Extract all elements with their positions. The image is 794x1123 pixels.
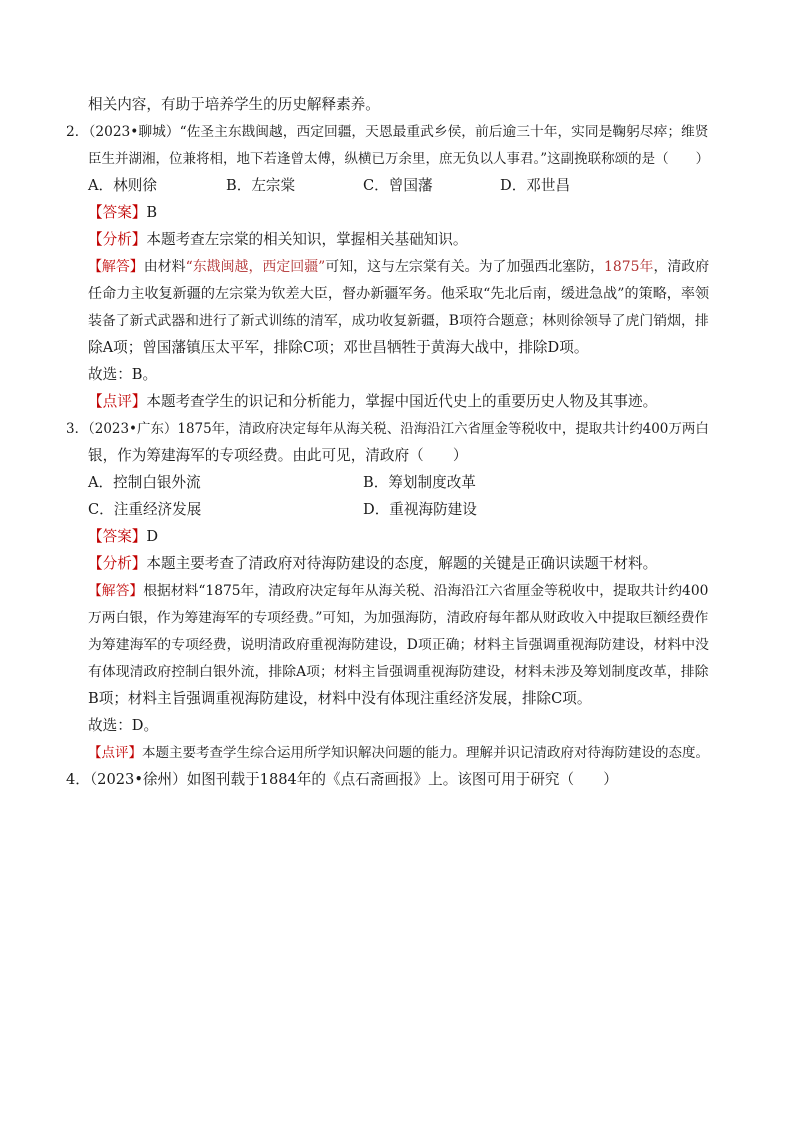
q2-stem-line-2: 臣生并湖湘，位兼将相，地下若逢曾太傅，纵横已万余里，庶无负以人事君。”这副挽联称颂的是（ ） xyxy=(88,151,710,167)
q2-solution-line-1 xyxy=(88,257,712,277)
q3-solution-line-1 xyxy=(88,581,712,601)
q3-analysis xyxy=(88,554,712,574)
comment-text: 本题考查学生的识记和分析能力，掌握中国近代史上的重要历史人物及其事迹。 xyxy=(146,393,658,410)
solution-text: 可知，这与左宗棠有关。为了加强西北塞防， xyxy=(325,259,605,275)
solution-quote: “东戡闽越，西定回疆” xyxy=(185,259,326,275)
q2-comment xyxy=(88,392,712,412)
q3-solution-line-5: B项；材料主旨强调重视海防建设，材料中没有体现注重经济发展，排除C项。 xyxy=(88,690,592,707)
q2-solution-line-2: 任命力主收复新疆的左宗棠为钦差大臣，督办新疆军务。他采取“先北后南，缓进急战”的策略，率领 xyxy=(88,286,710,302)
q2-answer xyxy=(88,203,712,223)
q3-answer xyxy=(88,527,712,547)
q3-option-b: B．筹划制度改革 xyxy=(363,474,476,491)
solution-text: 根据材料“1875年，清政府决定每年从海关税、沿海沿江六省厘金等税收中，提取共计约400 xyxy=(143,583,709,599)
solution-tag: 【解答】 xyxy=(88,583,144,599)
q2-solution-line-4: 除A项；曾国藩镇压太平军，排除C项；邓世昌牺牲于黄海大战中，排除D项。 xyxy=(88,339,589,356)
answer-tag: 【答案】 xyxy=(88,528,147,545)
q2-option-a: A．林则徐 xyxy=(88,177,157,194)
q3-stem-line-1: 3．（2023•广东）1875年，清政府决定每年从海关税、沿海沿江六省厘金等税收中，提取共计约400万两白 xyxy=(66,421,709,437)
answer-value: D xyxy=(146,528,159,545)
q3-solution-line-4: 有体现清政府控制白银外流，排除A项；材料主旨强调重视海防建设，材料未涉及筹划制度改革，排除 xyxy=(88,664,709,680)
solution-text: ，清政府 xyxy=(653,259,710,275)
analysis-text: 本题主要考查了清政府对待海防建设的态度，解题的关键是正确识读题干材料。 xyxy=(146,555,658,572)
answer-tag: 【答案】 xyxy=(88,204,147,221)
q3-option-d: D．重视海防建设 xyxy=(363,501,477,518)
comment-tag: 【点评】 xyxy=(88,393,147,410)
solution-tag: 【解答】 xyxy=(88,259,144,275)
q2-stem-line-1: 2．（2023•聊城）“佐圣主东戡闽越，西定回疆，天恩最重武乡侯，前后逾三十年，实同是鞠躬尽瘁；维贤 xyxy=(66,124,709,140)
q3-comment xyxy=(88,743,712,763)
comment-tag: 【点评】 xyxy=(88,745,142,761)
analysis-tag: 【分析】 xyxy=(88,231,147,248)
q2-solution-line-3: 装备了新式武器和进行了新式训练的清军，成功收复新疆，B项符合题意；林则徐领导了虎门销烟，排 xyxy=(88,313,709,329)
q2-option-d: D．邓世昌 xyxy=(500,177,571,194)
q3-choice: 故选：D。 xyxy=(88,717,159,734)
q3-stem-line-2: 银，作为筹建海军的专项经费。由此可见，清政府（ ） xyxy=(88,447,468,464)
q2-analysis xyxy=(88,230,712,250)
solution-text: 由材料 xyxy=(143,259,186,275)
q3-option-a: A．控制白银外流 xyxy=(88,474,201,491)
q3-solution-line-2: 万两白银，作为筹建海军的专项经费。”可知，为加强海防，清政府每年都从财政收入中提取巨额经费作 xyxy=(88,610,709,626)
q4-stem-line-1: 4．（2023•徐州）如图刊载于1884年的《点石斋画报》上。该图可用于研究（ ） xyxy=(66,771,618,788)
intro-line: 相关内容，有助于培养学生的历史解释素养。 xyxy=(88,96,380,113)
solution-year: 1875年 xyxy=(604,259,654,275)
q3-option-c: C．注重经济发展 xyxy=(88,501,202,518)
q2-option-b: B．左宗棠 xyxy=(226,177,296,194)
analysis-tag: 【分析】 xyxy=(88,555,147,572)
q3-solution-line-3: 为筹建海军的专项经费，说明清政府重视海防建设，D项正确；材料主旨强调重视海防建设，材料中没 xyxy=(88,637,709,653)
analysis-text: 本题考查左宗棠的相关知识，掌握相关基础知识。 xyxy=(146,231,468,248)
answer-value: B xyxy=(146,204,158,221)
q2-choice: 故选：B。 xyxy=(88,366,158,383)
q2-option-c: C．曾国藩 xyxy=(363,177,433,194)
comment-text: 本题主要考查学生综合运用所学知识解决问题的能力。理解并识记清政府对待海防建设的态度。 xyxy=(142,745,709,761)
